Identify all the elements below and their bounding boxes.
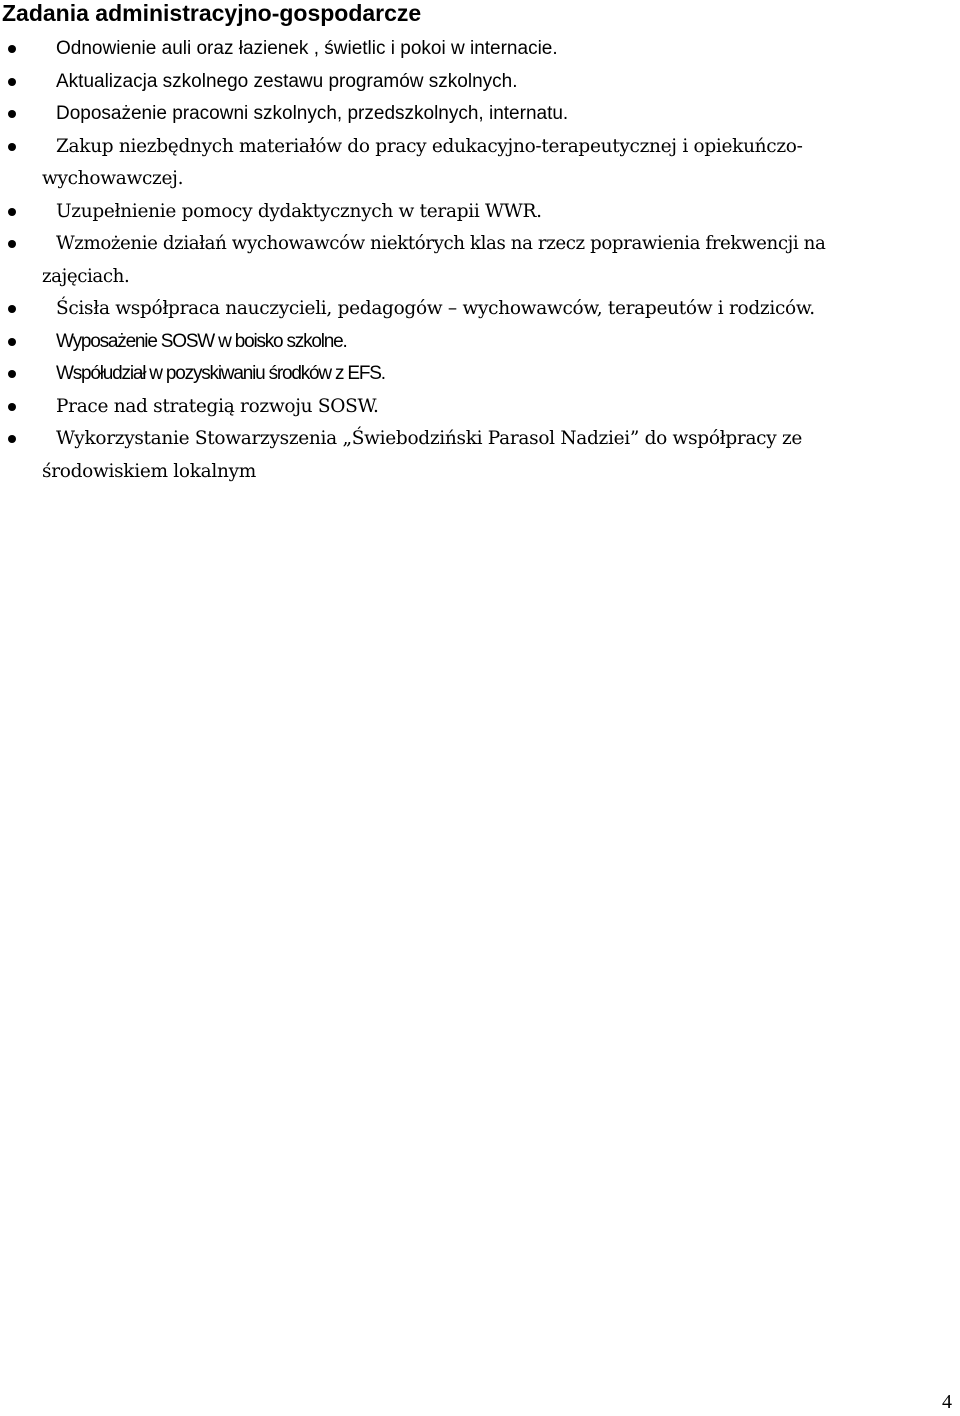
list-item-text: Odnowienie auli oraz łazienek , świetlic i pokoi w internacie.: [56, 38, 558, 59]
list-item: [0, 98, 950, 131]
bullet-icon: [8, 403, 16, 411]
bullet-icon: [8, 435, 16, 443]
list-item-continuation: zajęciach.: [42, 265, 130, 287]
list-item-text: Wzmożenie działań wychowawców niektórych klas na rzecz poprawienia frekwencji na: [56, 233, 826, 254]
list-item: [0, 131, 950, 196]
list-item-text: Uzupełnienie pomocy dydaktycznych w terapii WWR.: [56, 200, 542, 222]
list-item: [0, 228, 950, 293]
bullet-icon: [8, 45, 16, 53]
list-item-text: Ścisła współpraca nauczycieli, pedagogów – wychowawców, terapeutów i rodziców.: [56, 298, 815, 319]
list-item: [0, 423, 950, 488]
bullet-icon: [8, 143, 16, 151]
page-title: Zadania administracyjno-gospodarcze: [2, 0, 422, 26]
list-item-text: Doposażenie pracowni szkolnych, przedszkolnych, internatu.: [56, 103, 569, 124]
list-item-text: Aktualizacja szkolnego zestawu programów szkolnych.: [56, 70, 518, 92]
bullet-icon: [8, 110, 16, 118]
bullet-icon: [8, 370, 16, 378]
page-number: 4: [942, 1391, 952, 1413]
bullet-icon: [8, 338, 16, 346]
list-item-text: Współudział w pozyskiwaniu środków z EFS.: [56, 363, 385, 384]
list-item: [0, 196, 950, 229]
bullet-icon: [8, 305, 16, 313]
list-item: [0, 33, 950, 66]
list-item-text: Wykorzystanie Stowarzyszenia „Świebodziński Parasol Nadziei” do współpracy ze: [56, 428, 803, 449]
list-item: [0, 391, 950, 424]
task-list: [0, 33, 950, 488]
bullet-icon: [8, 240, 16, 248]
list-item: [0, 66, 950, 99]
list-item-continuation: środowiskiem lokalnym: [42, 460, 257, 482]
bullet-icon: [8, 78, 16, 86]
list-item: [0, 358, 950, 391]
list-item-text: Zakup niezbędnych materiałów do pracy edukacyjno-terapeutycznej i opiekuńczo-: [56, 135, 803, 157]
list-item-continuation: wychowawczej.: [42, 168, 184, 189]
list-item: [0, 326, 950, 359]
list-item-text: Prace nad strategią rozwoju SOSW.: [56, 395, 379, 417]
list-item-text: Wyposażenie SOSW w boisko szkolne.: [56, 330, 347, 352]
bullet-icon: [8, 208, 16, 216]
list-item: [0, 293, 950, 326]
